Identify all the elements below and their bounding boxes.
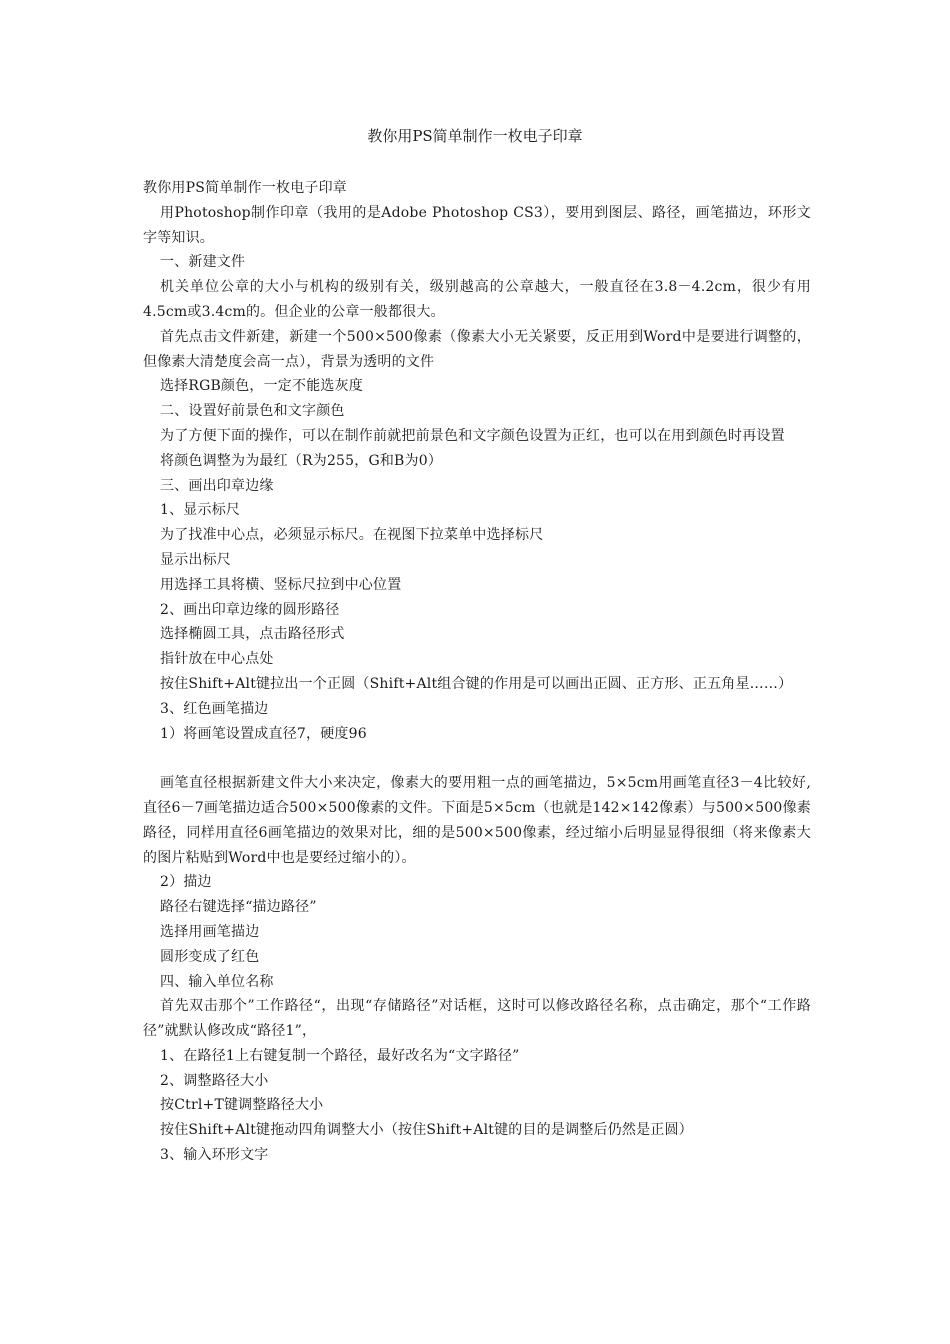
paragraph: 为了方便下面的操作，可以在制作前就把前景色和文字颜色设置为正红，也可以在用到颜色时再设置: [160, 427, 785, 444]
paragraph: 机关单位公章的大小与机构的级别有关，级别越高的公章越大，一般直径在3.8－4.2cm，很少有用4.5cm或3.4cm的。但企业的公章一般都很大。: [143, 279, 811, 320]
paragraph: 选择椭圆工具，点击路径形式: [160, 626, 345, 643]
paragraph: 1、在路径1上右键复制一个路径，最好改名为“文字路径”: [160, 1047, 520, 1064]
paragraph: 圆形变成了红色: [160, 948, 260, 965]
paragraph: 1）将画笔设置成直径7，硬度96: [160, 725, 367, 742]
paragraph: 将颜色调整为为最红（R为255，G和B为0）: [160, 452, 443, 469]
paragraph: 教你用PS简单制作一枚电子印章: [143, 180, 348, 196]
document-body: [143, 176, 811, 1168]
paragraph: 2）描边: [160, 874, 212, 891]
page-title: 教你用PS简单制作一枚电子印章: [367, 127, 583, 145]
paragraph: 按住Shift+Alt键拖动四角调整大小（按住Shift+Alt键的目的是调整后仍然是正圆）: [160, 1122, 693, 1139]
paragraph: 3、输入环形文字: [160, 1147, 269, 1164]
paragraph: 2、画出印章边缘的圆形路径: [160, 601, 340, 618]
paragraph: 三、画出印章边缘: [160, 477, 274, 494]
paragraph: 2、调整路径大小: [160, 1072, 269, 1089]
blank-line: [143, 746, 811, 771]
paragraph: 选择RGB颜色，一定不能选灰度: [160, 378, 364, 395]
paragraph: 四、输入单位名称: [160, 973, 274, 990]
paragraph: 二、设置好前景色和文字颜色: [160, 403, 345, 420]
paragraph: 1、显示标尺: [160, 502, 241, 519]
paragraph: 用Photoshop制作印章（我用的是Adobe Photoshop CS3），要用到图层、路径，画笔描边，环形文字等知识。: [143, 204, 811, 246]
paragraph: 按住Shift+Alt键拉出一个正圆（Shift+Alt组合键的作用是可以画出正圆、正方形、正五角星……）: [160, 675, 793, 692]
paragraph: 3、红色画笔描边: [160, 700, 269, 717]
paragraph: 首先双击那个”工作路径“，出现“存储路径”对话框，这时可以修改路径名称，点击确定，那个“工作路径”就默认修改成“路径1”，: [143, 998, 811, 1040]
paragraph: 选择用画笔描边: [160, 923, 260, 940]
paragraph: 显示出标尺: [160, 551, 231, 568]
paragraph: 为了找准中心点，必须显示标尺。在视图下拉菜单中选择标尺: [160, 527, 544, 544]
paragraph: 用选择工具将横、竖标尺拉到中心位置: [160, 576, 402, 593]
paragraph: 按Ctrl+T键调整路径大小: [160, 1097, 324, 1114]
paragraph: 一、新建文件: [160, 254, 246, 271]
paragraph: 画笔直径根据新建文件大小来决定，像素大的要用粗一点的画笔描边，5×5cm用画笔直径3－4比较好, 直径6－7画笔描边适合500×500像素的文件。下面是5×5cm（也就是142×142像素）与500×500像素路径，同样用直径6画笔描边的效果对比，细的是500×500像素，经过缩小后明显显得很细（将来像素大的图片粘贴到Word中也是要经过缩小的）。: [143, 775, 811, 866]
paragraph: 路径右键选择“描边路径”: [160, 899, 317, 916]
paragraph: 指针放在中心点处: [160, 651, 274, 668]
paragraph: 首先点击文件新建，新建一个500×500像素（像素大小无关紧要，反正用到Word中是要进行调整的，但像素大清楚度会高一点），背景为透明的文件: [143, 328, 811, 370]
